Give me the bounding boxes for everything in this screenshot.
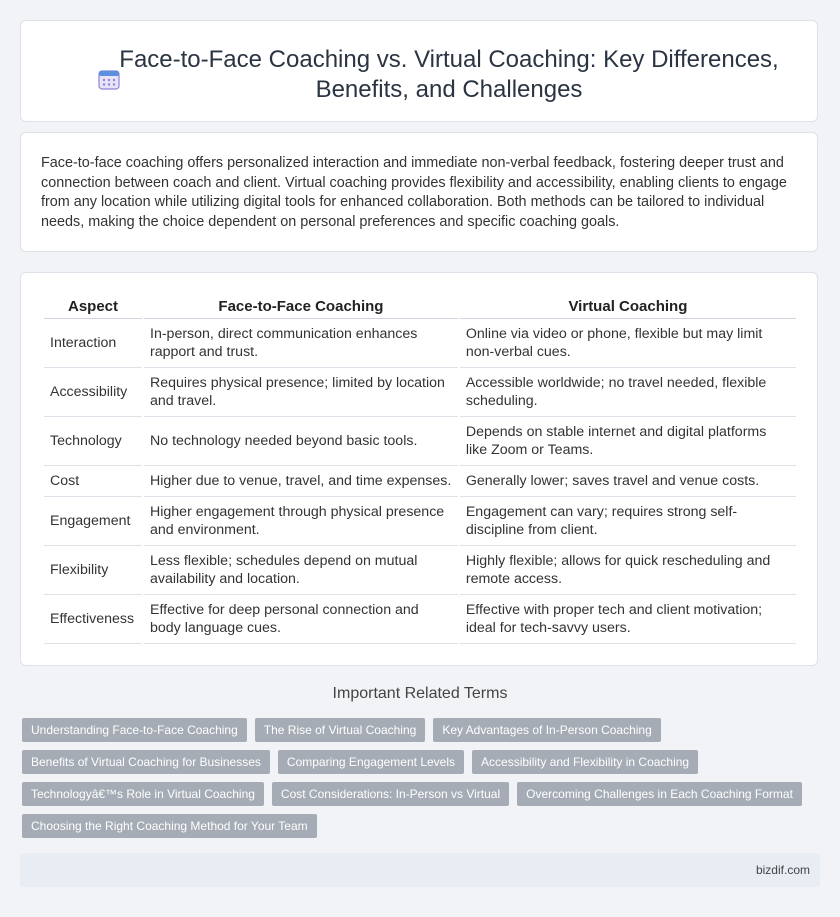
related-terms-title: Important Related Terms xyxy=(332,685,508,702)
row-face-to-face: Higher due to venue, travel, and time expenses. xyxy=(144,466,458,497)
header-aspect: Aspect xyxy=(44,295,142,319)
row-aspect: Flexibility xyxy=(44,546,142,595)
row-face-to-face: In-person, direct communication enhances rapport and trust. xyxy=(144,319,458,368)
row-virtual: Effective with proper tech and client motivation; ideal for tech-savvy users. xyxy=(460,595,796,644)
row-aspect: Cost xyxy=(44,466,142,497)
footer xyxy=(20,853,820,887)
intro-paragraph: Face-to-face coaching offers personalized interaction and immediate non-verbal feedback, fostering deeper trust and connection between coach and client. Virtual coaching provides flexibility and accessibility, enabling clients to engage from any location while utilizing digital tools for enhanced collaboration. Both methods can be tailored to individual needs, making the choice dependent on personal preferences and specific coaching goals. xyxy=(41,155,787,230)
table-header-row xyxy=(44,295,796,319)
table-row xyxy=(44,595,796,644)
header-virtual: Virtual Coaching xyxy=(460,295,796,319)
row-virtual: Generally lower; saves travel and venue costs. xyxy=(460,466,796,497)
comparison-table xyxy=(42,295,798,644)
table-row xyxy=(44,319,796,368)
related-term-link[interactable]: Benefits of Virtual Coaching for Businesses xyxy=(22,750,270,774)
row-virtual: Depends on stable internet and digital platforms like Zoom or Teams. xyxy=(460,417,796,466)
table-row xyxy=(44,417,796,466)
related-term-link[interactable]: Choosing the Right Coaching Method for Your Team xyxy=(22,814,317,838)
related-terms-list xyxy=(22,718,812,838)
related-term-link[interactable]: Key Advantages of In-Person Coaching xyxy=(433,718,660,742)
row-aspect: Engagement xyxy=(44,497,142,546)
related-term-link[interactable]: Understanding Face-to-Face Coaching xyxy=(22,718,247,742)
row-virtual: Online via video or phone, flexible but may limit non-verbal cues. xyxy=(460,319,796,368)
related-term-link[interactable]: The Rise of Virtual Coaching xyxy=(255,718,426,742)
table-row xyxy=(44,368,796,417)
related-term-link[interactable]: Accessibility and Flexibility in Coaching xyxy=(472,750,698,774)
row-face-to-face: No technology needed beyond basic tools. xyxy=(144,417,458,466)
row-aspect: Accessibility xyxy=(44,368,142,417)
row-face-to-face: Requires physical presence; limited by location and travel. xyxy=(144,368,458,417)
row-face-to-face: Less flexible; schedules depend on mutual availability and location. xyxy=(144,546,458,595)
intro-card xyxy=(20,132,818,252)
table-row xyxy=(44,546,796,595)
title-card xyxy=(20,20,818,122)
table-row xyxy=(44,497,796,546)
row-aspect: Technology xyxy=(44,417,142,466)
row-face-to-face: Higher engagement through physical presence and environment. xyxy=(144,497,458,546)
related-term-link[interactable]: Cost Considerations: In-Person vs Virtual xyxy=(272,782,509,806)
row-virtual: Engagement can vary; requires strong self-discipline from client. xyxy=(460,497,796,546)
row-aspect: Effectiveness xyxy=(44,595,142,644)
related-term-link[interactable]: Comparing Engagement Levels xyxy=(278,750,464,774)
table-row xyxy=(44,466,796,497)
header-face-to-face: Face-to-Face Coaching xyxy=(144,295,458,319)
row-virtual: Accessible worldwide; no travel needed, flexible scheduling. xyxy=(460,368,796,417)
row-face-to-face: Effective for deep personal connection and body language cues. xyxy=(144,595,458,644)
footer-site-link[interactable]: bizdif.com xyxy=(755,863,810,877)
page-title: Face-to-Face Coaching vs. Virtual Coaching: Key Differences, Benefits, and Challenges xyxy=(119,46,779,103)
related-term-link[interactable]: Overcoming Challenges in Each Coaching Format xyxy=(517,782,802,806)
comparison-card xyxy=(20,272,818,666)
row-virtual: Highly flexible; allows for quick rescheduling and remote access. xyxy=(460,546,796,595)
related-term-link[interactable]: Technologyâ€™s Role in Virtual Coaching xyxy=(22,782,264,806)
row-aspect: Interaction xyxy=(44,319,142,368)
